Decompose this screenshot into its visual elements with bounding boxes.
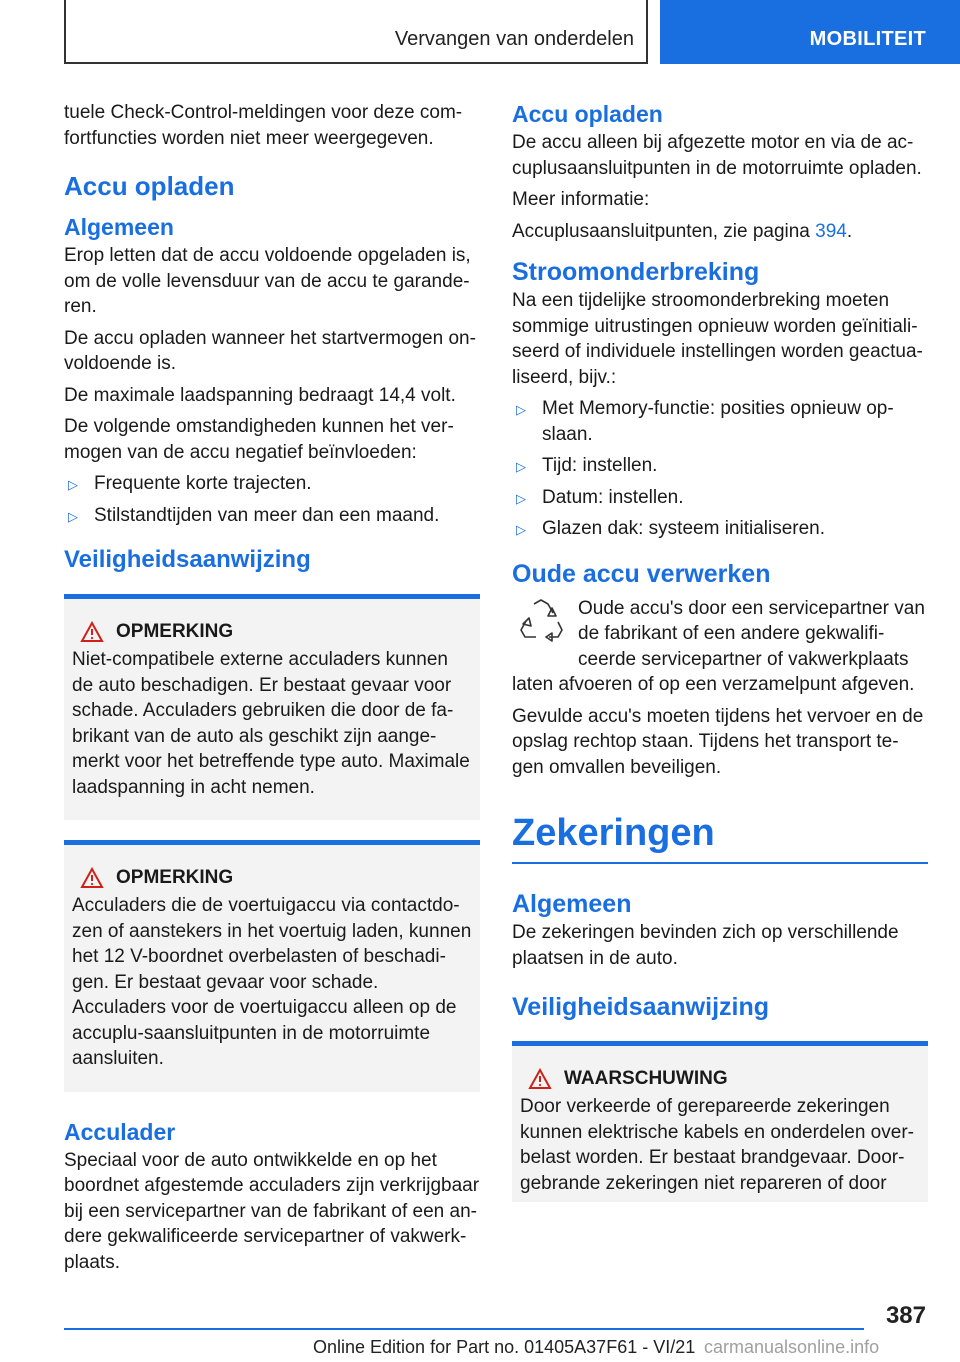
notice-box	[64, 594, 480, 820]
warning-triangle-icon	[72, 867, 112, 889]
list-item: ▷ Tijd: instellen.	[512, 453, 928, 479]
intro-paragraph: tuele Check-Control-meldingen voor deze com-fortfuncties worden niet meer weergegeven.	[64, 102, 463, 149]
triangle-right-icon: ▷	[516, 522, 526, 537]
triangle-right-icon: ▷	[516, 402, 526, 417]
triangle-right-icon: ▷	[68, 477, 78, 492]
heading-stroomonderbreking: Stroomonderbreking	[512, 258, 760, 286]
header-chapter-tab[interactable]	[660, 0, 960, 64]
page-number: 387	[885, 1302, 926, 1329]
paragraph: Meer informatie:	[512, 189, 650, 210]
paragraph: Speciaal voor de auto ontwikkelde en op het boordnet afgestemde acculaders zijn verkrijgbaar bij een servicepartner van de fabrikant of een an-dere gekwalificeerde servicepartner of vakwerk-plaats.	[64, 1149, 480, 1273]
footer-divider	[64, 1328, 864, 1330]
warning-box	[512, 1041, 928, 1202]
heading-veiligheidsaanwijzing: Veiligheidsaanwijzing	[64, 546, 311, 573]
notice-title: OPMERKING	[116, 621, 234, 642]
paragraph-with-link: Accuplusaansluitpunten, zie pagina 394.	[512, 220, 853, 242]
triangle-right-icon: ▷	[68, 508, 78, 524]
paragraph: Na een tijdelijke stroomonderbreking moeten sommige uitrustingen opnieuw worden geïnitiali-seerd of individuele instellingen worden geactua-liseerd, bijv.:	[512, 290, 923, 388]
list-item: ▷ Datum: instellen.	[512, 485, 928, 511]
paragraph: De accu alleen bij afgezette motor en via de ac-cuplusaansluitpunten in de motorruimte opladen.	[512, 132, 922, 179]
notice-text: Niet-compatibele externe acculaders kunnen de auto beschadigen. Er bestaat gevaar voor schade. Acculaders gebruiken die door de fa-brikant van de auto als geschikt zijn aange-merkt voor het betreffende type auto. Maximale laadspanning in acht nemen.	[72, 649, 470, 798]
warning-triangle-icon	[520, 1068, 560, 1090]
notice-text: Acculaders die de voertuigaccu via contactdo-zen of aanstekers in het voertuig laden, kunnen het 12 V-boordnet overbelasten of beschadi-gen. Er bestaat gevaar voor schade. Acculaders voor de voertuigaccu alleen op de accuplu-saansluitpunten in de motorruimte aansluiten.	[72, 895, 472, 1069]
left-column	[64, 100, 480, 1281]
bullet-list	[64, 471, 480, 528]
page-link[interactable]: 394	[815, 220, 847, 242]
heading-acculader: Acculader	[64, 1118, 176, 1145]
list-item: ▷ Met Memory-functie: posities opnieuw op-slaan.	[516, 398, 894, 445]
heading-algemeen: Algemeen	[64, 214, 174, 240]
paragraph: De zekeringen bevinden zich op verschillende plaatsen in de auto.	[512, 922, 899, 969]
heading-accu-opladen: Accu opladen	[64, 171, 235, 201]
warning-triangle-icon	[72, 621, 112, 643]
heading-accu-opladen: Accu opladen	[512, 101, 663, 127]
warning-text: Door verkeerde of gerepareerde zekeringen kunnen elektrische kabels en onderdelen over-belast worden. Er bestaat brandgevaar. Door-gebrande zekeringen niet repareren of door	[520, 1096, 914, 1194]
header-section-title: Vervangen van onderdelen	[394, 28, 634, 50]
recycle-icon	[512, 596, 570, 648]
paragraph: Erop letten dat de accu voldoende opgeladen is, om de volle levensduur van de accu te garande-ren.	[64, 245, 471, 317]
heading-algemeen: Algemeen	[512, 890, 632, 918]
header-section-box	[64, 0, 648, 64]
list-item: ▷ Frequente korte trajecten.	[64, 471, 480, 497]
triangle-right-icon: ▷	[516, 459, 526, 474]
list-item: ▷ Glazen dak: systeem initialiseren.	[512, 516, 928, 542]
warning-title: WAARSCHUWING	[564, 1068, 728, 1089]
notice-title: OPMERKING	[116, 867, 234, 888]
list-item: ▷ Stilstandtijden van meer dan een maand.	[64, 503, 480, 529]
right-column	[512, 100, 928, 1212]
heading-oude-accu-verwerken: Oude accu verwerken	[512, 559, 771, 588]
paragraph: Oude accu's door een servicepartner van de fabrikant of een andere gekwalifi-ceerde servicepartner of vakwerkplaats laten afvoeren of op een verzamelpunt afgeven.	[512, 597, 925, 695]
heading-veiligheidsaanwijzing: Veiligheidsaanwijzing	[512, 993, 770, 1021]
notice-box	[64, 840, 480, 1092]
paragraph: De accu opladen wanneer het startvermogen on-voldoende is.	[64, 327, 476, 374]
paragraph: Gevulde accu's moeten tijdens het vervoer en de opslag rechtop staan. Tijdens het transport te-gen omvallen beveiligen.	[512, 705, 924, 778]
bullet-list	[512, 396, 928, 542]
heading-zekeringen: Zekeringen	[512, 810, 928, 864]
paragraph: De volgende omstandigheden kunnen het ver-mogen van de accu negatief beïnvloeden:	[64, 416, 454, 463]
footer-edition: Online Edition for Part no. 01405A37F61 - VI/21	[313, 1337, 696, 1357]
paragraph: De maximale laadspanning bedraagt 14,4 volt.	[64, 384, 456, 406]
header-chapter-title: MOBILITEIT	[809, 28, 926, 50]
triangle-right-icon: ▷	[516, 490, 526, 506]
footer-watermark[interactable]: carmanualsonline.info	[704, 1337, 880, 1357]
